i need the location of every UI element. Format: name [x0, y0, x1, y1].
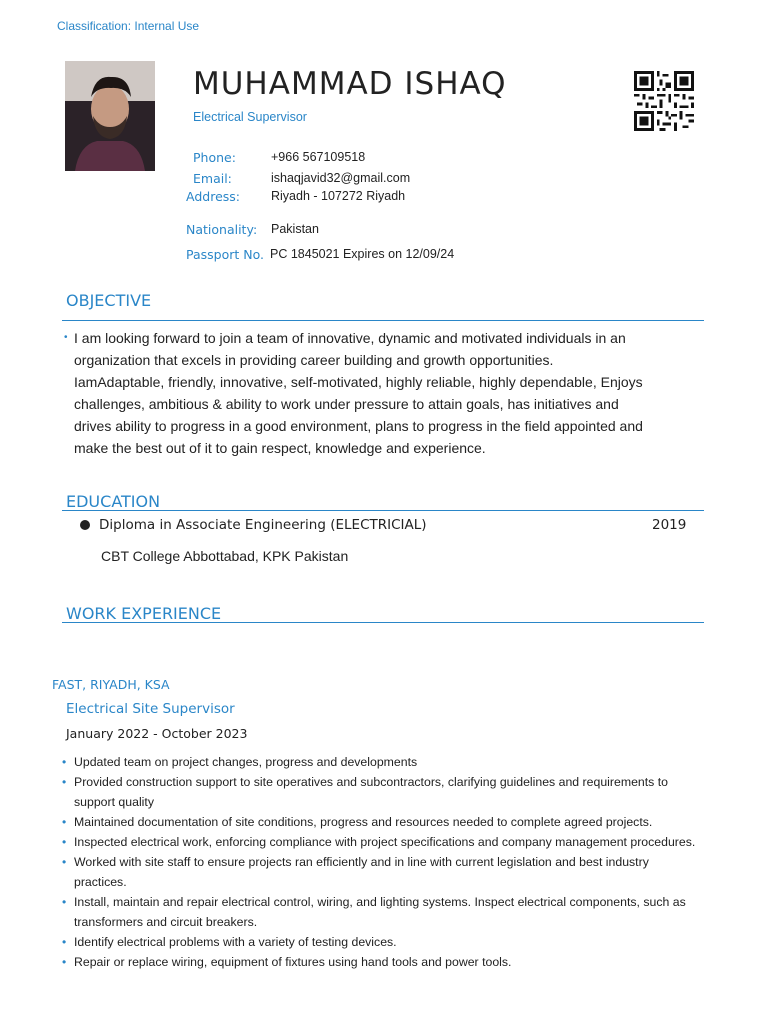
- list-item: • Worked with site staff to ensure projects ran efficiently and in line with current legislation and best industry practices.: [62, 852, 702, 892]
- company-name: FAST, RIYADH, KSA: [52, 677, 170, 692]
- objective-paragraph: [64, 327, 644, 459]
- bullet-icon: •: [64, 332, 68, 343]
- person-portrait-icon: [65, 61, 155, 171]
- list-item: • Inspected electrical work, enforcing compliance with project specifications and company management procedures.: [62, 832, 702, 852]
- objective-text: I am looking forward to join a team of innovative, dynamic and motivated individuals in an organization that excels in providing career building and growth opportunities. IamAdaptable, friendly, innovative, self-motivated, highly reliable, highly dependable, Enjoys challenges, ambitious & ability to work under pressure to attain goals, has initiatives and drives ability to progress in a good environment, plans to progress in the field appointed and make the best out of it to gain respect, knowledge and experience.: [74, 330, 643, 456]
- bullet-icon: [80, 520, 90, 530]
- nationality-value: Pakistan: [271, 222, 319, 236]
- list-item: • Repair or replace wiring, equipment of fixtures using hand tools and power tools.: [62, 952, 702, 972]
- list-item: • Updated team on project changes, progress and developments: [62, 752, 702, 772]
- profile-photo: [65, 61, 155, 171]
- education-year: 2019: [652, 517, 687, 533]
- work-experience-heading: WORK EXPERIENCE: [66, 604, 222, 623]
- education-heading: EDUCATION: [66, 492, 161, 511]
- passport-value: PC 1845021 Expires on 12/09/24: [270, 247, 455, 261]
- education-school: CBT College Abbottabad, KPK Pakistan: [101, 548, 349, 564]
- list-item: • Identify electrical problems with a variety of testing devices.: [62, 932, 702, 952]
- passport-label: Passport No.: [186, 247, 265, 262]
- work-experience-divider: [62, 622, 704, 623]
- qr-code-icon: [634, 71, 694, 131]
- list-item: • Provided construction support to site operatives and subcontractors, clarifying guidelines and requirements to support quality: [62, 772, 702, 812]
- job-role: Electrical Site Supervisor: [66, 701, 235, 717]
- list-item: • Install, maintain and repair electrical control, wiring, and lighting systems. Inspect electrical components, such as transformers and circuit breakers.: [62, 892, 702, 932]
- nationality-label: Nationality:: [186, 222, 258, 237]
- education-degree: Diploma in Associate Engineering (ELECTRICIAL): [99, 517, 427, 533]
- list-item: • Maintained documentation of site conditions, progress and resources needed to complete agreed projects.: [62, 812, 702, 832]
- candidate-name: MUHAMMAD ISHAQ: [193, 66, 507, 102]
- address-label: Address:: [186, 189, 240, 204]
- phone-label: Phone:: [193, 150, 236, 165]
- classification-label: Classification: Internal Use: [57, 19, 200, 33]
- education-divider: [62, 510, 704, 511]
- objective-heading: OBJECTIVE: [66, 291, 152, 310]
- employment-period: January 2022 - October 2023: [66, 726, 248, 741]
- email-label: Email:: [193, 171, 232, 186]
- job-title: Electrical Supervisor: [193, 110, 307, 124]
- duties-list: [62, 752, 702, 972]
- address-value: Riyadh - 107272 Riyadh: [271, 189, 406, 203]
- phone-value: +966 567109518: [271, 150, 366, 164]
- email-value[interactable]: ishaqjavid32@gmail.com: [271, 171, 411, 185]
- objective-divider: [62, 320, 704, 321]
